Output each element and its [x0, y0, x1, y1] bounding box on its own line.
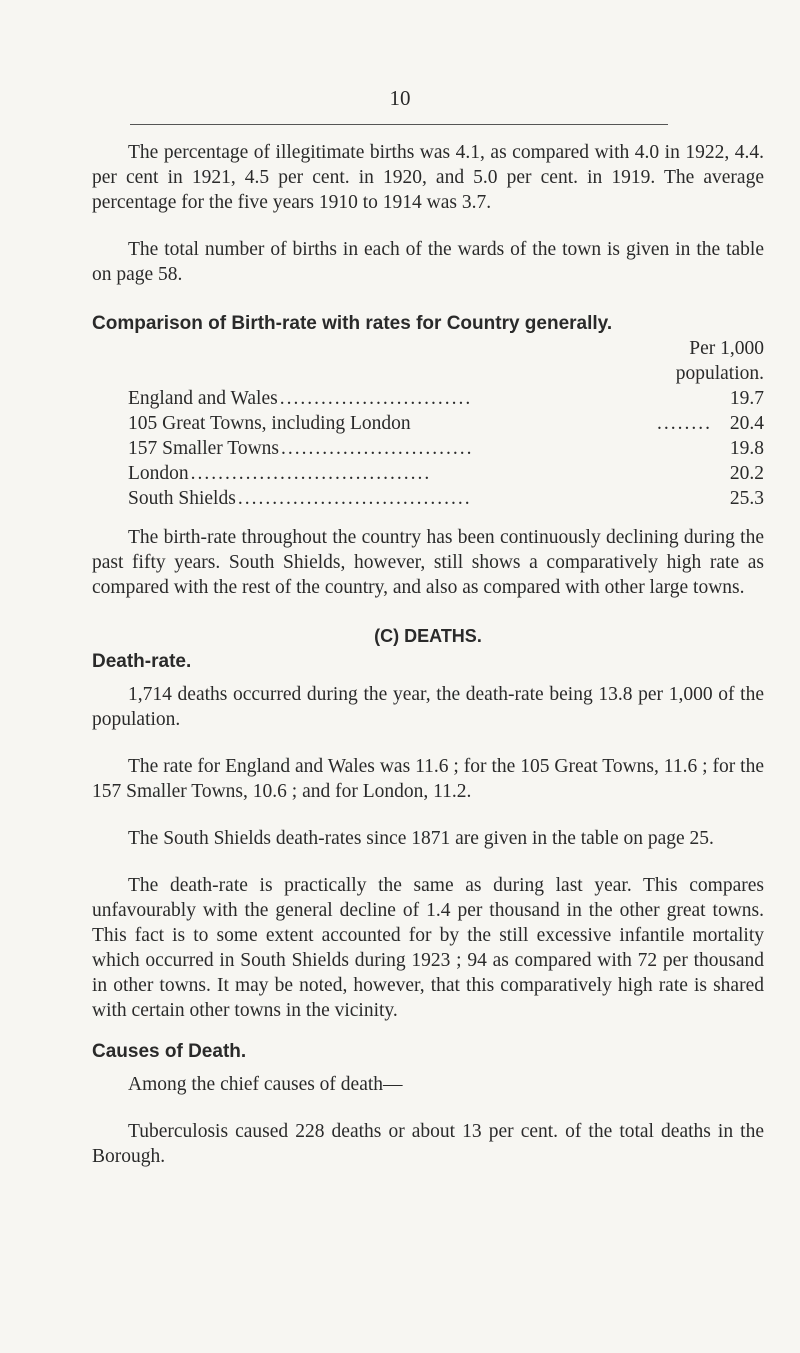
rate-label: London — [128, 463, 189, 484]
causes-of-death-heading: Causes of Death. — [92, 1041, 247, 1062]
rate-label: England and Wales — [128, 388, 278, 409]
rate-row — [128, 436, 764, 461]
dot-leader: ........ — [657, 413, 712, 434]
dot-leader: ................................... — [190, 463, 432, 484]
rate-value: 20.2 — [729, 463, 764, 484]
rate-label: 105 Great Towns, including London — [128, 413, 411, 434]
paragraph-practically-same: The death-rate is practically the same as during last year. This compares unfavourably with the general decline of 1.4 per thousand in the other great towns. This fact is to some extent accounted for by the still excessive infantile mortality which occurred in South Shields during 1923 ; 94 as compared with 72 per thousand in other towns. It may be noted, however, that this comparatively high rate is shared with certain other towns in the vicinity. — [92, 875, 764, 1021]
paragraph-illegitimate: The percentage of illegitimate births was 4.1, as compared with 4.0 in 1922, 4.4. per cent in 1921, 4.5 per cent. in 1920, and 5.0 per cent. in 1919. The average percentage for the five years 1910 to 1914 was 3.7. — [92, 142, 764, 213]
dot-leader: .................................. — [237, 488, 472, 509]
paragraph-since-1871: The South Shields death-rates since 1871 are given in the table on page 25. — [128, 828, 714, 849]
rate-row — [128, 486, 764, 511]
rate-unit-line2: population. — [675, 363, 764, 384]
paragraph-among-chief: Among the chief causes of death— — [128, 1074, 403, 1095]
rate-label: South Shields — [128, 488, 236, 509]
birth-rate-table — [128, 386, 764, 511]
top-rule — [130, 124, 668, 125]
paragraph-tuberculosis: Tuberculosis caused 228 deaths or about 13 per cent. of the total deaths in the Borough. — [92, 1121, 764, 1167]
rate-label: 157 Smaller Towns — [128, 438, 280, 459]
comparison-heading: Comparison of Birth-rate with rates for Country generally. — [92, 313, 613, 334]
section-title-deaths: (C) DEATHS. — [374, 626, 482, 646]
rate-value: 19.7 — [729, 388, 764, 409]
paragraph-deaths-count: 1,714 deaths occurred during the year, the death-rate being 13.8 per 1,000 of the population. — [92, 684, 764, 730]
rate-value: 20.4 — [729, 413, 764, 434]
rate-value: 19.8 — [729, 438, 764, 459]
rate-unit-line1: Per 1,000 — [689, 338, 764, 359]
paragraph-other-rates: The rate for England and Wales was 11.6 ; for the 105 Great Towns, 11.6 ; for the 157 Smaller Towns, 10.6 ; and for London, 11.2. — [92, 756, 764, 802]
dot-leader: ............................ — [279, 388, 473, 409]
paragraph-wards: The total number of births in each of the wards of the town is given in the table on page 58. — [92, 239, 764, 285]
dot-leader: ............................ — [281, 438, 474, 459]
page-number: 10 — [389, 86, 411, 110]
rate-row — [128, 461, 764, 486]
page-content — [92, 140, 764, 1169]
rate-row — [128, 411, 764, 436]
rate-row — [128, 386, 764, 411]
paragraph-birth-decline: The birth-rate throughout the country has been continuously declining during the past fifty years. South Shields, however, still shows a comparatively high rate as compared with the rest of the country, and also as compared with other large towns. — [92, 527, 764, 598]
rate-value: 25.3 — [729, 488, 764, 509]
death-rate-heading: Death-rate. — [92, 651, 192, 672]
